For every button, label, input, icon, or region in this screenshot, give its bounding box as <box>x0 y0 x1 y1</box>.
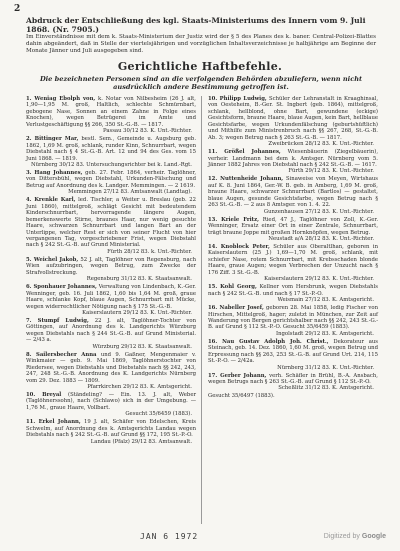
warrant-entry <box>26 419 196 445</box>
entry-text: verh. Schäfler in Brühl, B.-A. Ansbach, wegen Betrugs nach § 263 St.-G.-B. auf Grund § 112 St.-P.-O. <box>208 372 378 386</box>
digitized-by-google <box>324 533 386 540</box>
warrant-entry <box>208 244 378 283</box>
entry-text: Wiesenbäuerin (Ziegelbäuerin), verheir. Landmann bei dem k. Amtsger. Nürnberg vom 5. Jänner 1882 Jahres von Diebstahl nach § 242 St.-G.-B. — 1617. <box>208 149 379 169</box>
entry-text: 22 J. alt, Taglöhner-Tochter von Göttingen, auf Anordnung des k. Landgerichts Würzburg wegen Diebstahls nach § 244 St.-G.-B. auf Grund Ministerial. — 2/43 a. <box>26 317 197 344</box>
google-brand: Google <box>361 533 386 540</box>
digitized-prefix: Digitized by <box>323 533 360 540</box>
left-column <box>26 96 196 447</box>
entry-name: 10. Philipp Ludwig, <box>208 96 267 102</box>
entry-text: k. Notar von Nilbesheim (26 J. alt, 1,90—1,95 M. groß, Haltlich, schlechte Schmürnbart, gebogene Nase, Sonnen an einem Zahne in Folge eines Knochen), wegen Betrügerei im Amte und Verlustgeschäftigung §§ 266, 350 St.-G.-B. — 1817. <box>26 96 196 128</box>
entry-name: 6. Sponhauer Johannes, <box>26 284 97 291</box>
entry-signature: Scheßlitz 31/12 83. K. Amtsgericht. <box>278 385 374 392</box>
entry-signature: Landau (Pfalz) 29/12 83. Amtsanwalt. <box>90 438 192 445</box>
entry-text: geboren 28. Mai 1858, ledig Fischer von Hirschen, Mittelgroß, hager; zuletzt in München, zur Zeit auf Wanderung von Bergen gerichtshalber nach §§ 242, 243 St.-G.-B. auf Grund § 112 St.-P.-O. Gesucht 35/6459 (1883). <box>208 305 379 331</box>
entry-name: 4. Krenkle Karl, <box>26 197 76 204</box>
entry-name: 2. Bittinger Mar, <box>26 136 79 143</box>
entry-text: (Ständeling? — Ein. 13. J. alt, Weber (Taglöhnerssohn), nach (Schlawo) sich in der Umgebung. — 1,76 M., graue Haare, Vollbart. <box>26 391 196 411</box>
entry-signature: Nürnberg 31/12 83. K. Unt.-Richter. <box>277 364 374 371</box>
warrant-entry <box>26 96 196 135</box>
warrant-entry <box>208 339 378 371</box>
entry-name: 11. Größel Johannes, <box>208 149 281 156</box>
right-column <box>208 96 378 401</box>
entry-name: 15. Kohl Georg, <box>208 284 257 291</box>
warrant-entry <box>208 284 378 303</box>
entry-text: Sinaweise von Meyen, Wirtshaus auf K. 8. Juni 1864, Ger.-W. B. geb. in Amberg, 1,69 M. groß, braune Haare, schwarzer Schnurrbart (Bartlos) — gestaltet, blaue Augen, gesunde Gesichtsfarbe, wegen Betrug nach § 263 St.-G.-B. — 2 aus 8 Amtsger. von 1. 4. 22. <box>208 176 379 209</box>
warrant-entry <box>208 305 378 337</box>
entry-name: 11. Erkel Johann, <box>26 419 81 426</box>
entry-text: led. Tischler, a Weiter u. Breslau (geb. 22 Juni 1860), mittelgroß, schlägt Gesicht mit bedeutendem Kinderschnurrbart, hervorragende längere Augen, bemerkenswerte Stirne, braunes Haar, nur wenig gesuchte Haare, schwarzen Schnurrbart und langen Bart an der Unterlippe, welcher Rest er sich von seiner Flucht von hier vergangenen Tag, vorgeschriebener Frist, wegen Diebstahl nach § 242 St.-G.-B. auf Grund Ministerial. <box>26 197 197 249</box>
entry-signature: Kaiserslautern 29/12 83. K. Unt.-Richter. <box>264 276 374 283</box>
page-number: 2 <box>14 4 21 14</box>
section-title: Gerichtliche Haftbefehle. <box>117 60 283 73</box>
entry-signature: Fürth 28/12 83. k. Unt.-Richter. <box>107 248 192 255</box>
entry-name: 14. Knoblock Peter, <box>208 243 270 250</box>
entry-text: Gesucht 35/6497 (1883). <box>208 393 275 400</box>
warrant-entry <box>26 197 196 255</box>
warrant-entry <box>26 352 196 391</box>
entry-name: 17. Gerber Johann, <box>208 372 267 379</box>
entry-name: 7. Stumpf Ludwig, <box>26 317 89 324</box>
warrant-entry <box>26 392 196 418</box>
entry-text: Kellner vom Hersbrunk, wegen Diebstahls nach § 242 St.-G.-B. und nach § 17 St.-P.-O. <box>208 284 378 297</box>
warrant-entry <box>208 176 378 215</box>
entry-signature: Gunzenhausen 27/12 83. K. Unt.-Richter. <box>263 208 374 215</box>
entry-signature: Pfarrkirchen 29/12 83. K. Amtsgericht. <box>87 383 192 390</box>
warrant-entry <box>26 284 196 316</box>
entry-text: Verwaltung von Lindenbach, K.-Ger. Wenninger, geb. 16. Juli 1862, 1,60 bis 1,64 M. groß, graue Haare, schlanke Kopf, blaue Augen, Schnurrbart mit Mücke, wegen widerrechtlicher Nötigung nach § 175 St.-G.-B. <box>26 284 196 310</box>
entry-text: Ried, 47 J., Taglöhner von Zoll, K.-Ger. Wenninger, Ersatz einer Ort in einer Zentrale, Schnurrbart, trägt braune Joppe mit großen Hornknöpfen, wegen Betrug. <box>208 216 378 236</box>
entry-signature: Memmingen 27/12 83. Amtsanwalt (Landtag). <box>68 189 192 196</box>
entry-signature: Fürth 29/12 83. K. Unt.-Richter. <box>288 168 374 175</box>
warrant-entry <box>208 217 378 243</box>
entry-text: 52 J. alt, Taglöhner von Regensburg, nach Wien aufzubringen, wegen Betrug, zum Zwecke der Strafvollstreckung. <box>26 256 196 276</box>
intro-paragraph: Im Einverständnisse mit dem k. Staats-Ministerium der Justiz wird der § 5 des Planes des k. baner. Central-Polizei-Blattes dahin abgeändert, daß in Stelle der viertelsjährigen und vorzüglichen Inhaltsverzeichnisse je halbjährige am Beginne der Monate Jänner und Juli ausgegeben sind. <box>26 34 376 54</box>
entry-name: 5. Weichel Jakob, <box>26 256 79 263</box>
entry-text: 19 J. alt, Schäfer von Edelschen, Kreis Schwelm, auf Anordnung des k. Amtsgerichts Landau wegen Diebstahls nach § 242 St.-G.-B. auf Grund §§ 172, 195 St.-P.-O. <box>26 419 196 439</box>
entry-text: Schüler der Lehranstalt in Kraaghinsal, von Oesteheim, B.-Ger. St. Ingbert (geb. 1864), mittelgroß, schlank, hellblond, ohne Bart, gewundene (eckige) Gesichtsform, braune Haare, blaue Augen, kein Bart, hellblaue Gesichtsfarbe, wegen Urkundenfälschung (geburtshüftlich) und Mithilfe zum Ministrenbruch nach §§ 267, 268, St.-G.-B. Ab. 3; wegen Betrug nach § 263 St.-G.-B. — 1817. <box>208 96 378 141</box>
entry-signature: Passau 30/12 83. K. Unt.-Richter. <box>103 128 192 135</box>
warrant-entry <box>208 373 378 392</box>
entry-name: 1. Weniag Ebolph von, <box>26 96 96 102</box>
entry-name: 13. Kriele Fritz, <box>208 216 259 223</box>
entry-signature: Nürnberg 30/12 83. Untersuchungsrichter bei k. Land.-Rgt. <box>31 162 192 169</box>
warrant-entry <box>26 136 196 168</box>
warrant-entry <box>208 393 378 399</box>
warrant-entry <box>26 257 196 283</box>
warrant-entry <box>208 149 378 175</box>
entry-name: 16. Nau Gustav Adolph Joh. Christ., <box>208 338 329 345</box>
entry-signature: Kaiserslautern 29/12 83. K. Unt.-Richter. <box>82 310 192 316</box>
warrant-entry <box>26 318 196 350</box>
library-stamp: JAN 6 1972 <box>140 532 199 541</box>
entry-signature: Zweibrücken 28/12 83. K. Unt.-Richter. <box>268 141 374 148</box>
entry-name: 12. Nuttenheide Johann, <box>208 176 284 183</box>
entry-signature: Gesucht 35/6459 (1883). <box>125 411 192 418</box>
entry-signature: Ingolstadt 29/12 83. K. Amtsgericht. <box>275 330 374 337</box>
section-intro: Die bezeichneten Personen sind an die verfolgenden Behörden abzuliefern, wenn nicht ausdrücklich andere Bestimmung getroffen ist. <box>39 75 363 91</box>
entry-signature: Regensburg 31/12 83. K. Staatsanwalt. <box>86 276 192 283</box>
entry-text: bestl. Sem., Gemeinde u. Augsburg geb. 1862, 1,69 M. groß, schlank, runder Kinn, Schnurrbart, wegen Diebstahl nach § 4 St.-G.-B. Art. 12 und 94 des Ges. vom 15 Juni 1868. — 1819. <box>26 136 196 162</box>
entry-name: 16. Nabeller Josef, <box>208 305 264 312</box>
entry-text: Dekorateur aus Steinach, geb. 14. Dez. 1860, 1,60 M. groß, wegen Betrug und Erpressung nach §§ 263, 253 St.-G.-B. auf Grund Urt. 214, 115 St.-P.-O. — 2/42a. <box>208 338 378 365</box>
column-divider <box>201 96 202 524</box>
entry-name: 8. Sailersbecher Anna <box>26 351 97 358</box>
entry-signature: Neustadt a/A 28/12 83. K. Unt.-Richter. <box>268 236 374 243</box>
entry-text: und 9. Gaßner, Mengenmaier v. Winkmaier — geb. 9. Mai 1869, Taglöhnerstochter von Riedersee, wegen Diebstahls und Diebstahls nach §§ 242, 243, 247, 248 St.-G.-B. Anordnung des K. Landgerichts Nürnberg vom 29. Dez. 1883 — 1809. <box>26 351 196 384</box>
warrant-entry <box>208 96 378 148</box>
warrant-entry <box>26 170 196 196</box>
entry-text: Schüler aus Oberaltlhan, geboren in Kaiserslautern (25 J.) 1,69—1,70 M. groß, schlank, mit schiefer Nase, rotem Schnurrbart, mit Krebsschaden blonde Haare, graue Augen; wegen Verbrechen der Unzucht nach § 176 Ziff. 3 St.-G.-B. <box>208 243 378 276</box>
entry-signature: Würzburg 29/12 83. K. Staatsanwalt. <box>92 343 192 350</box>
entry-name: 3. Hang Johannes, <box>26 169 83 176</box>
entry-signature: Weismain 27/12 83. K. Amtsgericht. <box>277 297 374 304</box>
entry-name: 10. Breyal <box>26 391 62 398</box>
entry-text: geb. 27. Febr. 1864, verheir. Taglöhner, von Dittersbühl, wegen Diebstahl, Urkunden-Fälschung und Betrug auf Anordnung des k. Landger. Memmingen. — 2 1619. <box>26 169 197 189</box>
document-header: Abdruck der Entschließung des kgl. Staats-Ministeriums des Innern vom 9. Juli 1868. (Nr. 7905.) <box>26 16 366 34</box>
